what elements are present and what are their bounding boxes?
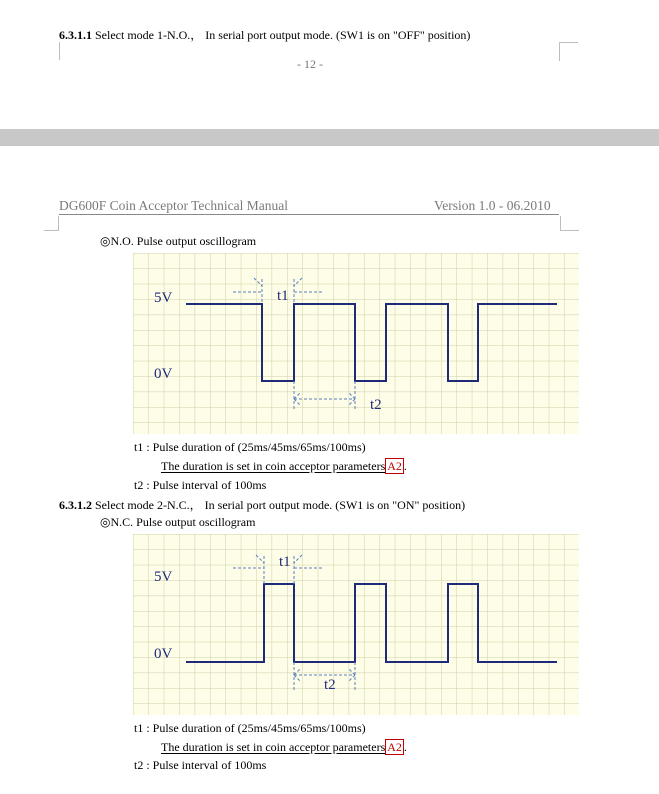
- no-param-text: The duration is set in coin acceptor parameters: [161, 459, 386, 473]
- prev-section-text: Select mode 1-N.O.， In serial port output mode. (SW1 is on "OFF" position): [92, 28, 471, 42]
- nc-t1-description: t1 : Pulse duration of (25ms/45ms/65ms/100ms): [134, 721, 366, 735]
- no-oscillogram: [133, 253, 579, 434]
- label-t1: t1: [279, 554, 291, 570]
- no-param-code: A2: [387, 459, 402, 473]
- prev-section-number: 6.3.1.1: [59, 28, 92, 42]
- label-0v: 0V: [154, 366, 173, 382]
- doc-version: Version 1.0 - 06.2010: [434, 198, 551, 213]
- nc-param-end: .: [403, 740, 407, 754]
- nc-t2-description: t2 : Pulse interval of 100ms: [134, 758, 267, 772]
- no-t2-description: t2 : Pulse interval of 100ms: [134, 478, 267, 492]
- crop-mark: [560, 216, 579, 231]
- nc-oscillogram-svg: [133, 534, 579, 715]
- label-t2: t2: [324, 677, 336, 693]
- no-caption: ◎N.O. Pulse output oscillogram: [100, 234, 257, 248]
- no-param-end: .: [403, 459, 407, 473]
- no-oscillogram-svg: [133, 253, 579, 434]
- label-t2: t2: [370, 397, 382, 413]
- no-t1-description: t1 : Pulse duration of (25ms/45ms/65ms/100ms): [134, 440, 366, 454]
- page-number: - 12 -: [297, 57, 323, 71]
- nc-section-text: Select mode 2-N.C.， In serial port output mode. (SW1 is on "ON" position): [92, 498, 466, 512]
- label-5v: 5V: [154, 290, 173, 306]
- nc-param-code: A2: [387, 740, 402, 754]
- crop-mark: [59, 42, 60, 60]
- page-gap: [0, 129, 659, 146]
- header-rule: [59, 214, 559, 215]
- nc-section-heading: [59, 496, 465, 513]
- nc-section-number: 6.3.1.2: [59, 498, 92, 512]
- crop-mark: [559, 42, 578, 61]
- label-5v: 5V: [154, 569, 173, 585]
- nc-caption: ◎N.C. Pulse output oscillogram: [100, 515, 256, 529]
- no-param-note: [161, 459, 407, 474]
- doc-title: DG600F Coin Acceptor Technical Manual: [59, 198, 289, 213]
- crop-mark: [44, 216, 59, 231]
- nc-param-text: The duration is set in coin acceptor parameters: [161, 740, 386, 754]
- nc-param-note: [161, 740, 407, 755]
- nc-oscillogram: [133, 534, 579, 715]
- label-0v: 0V: [154, 646, 173, 662]
- prev-section-heading: [59, 26, 470, 43]
- label-t1: t1: [277, 288, 289, 304]
